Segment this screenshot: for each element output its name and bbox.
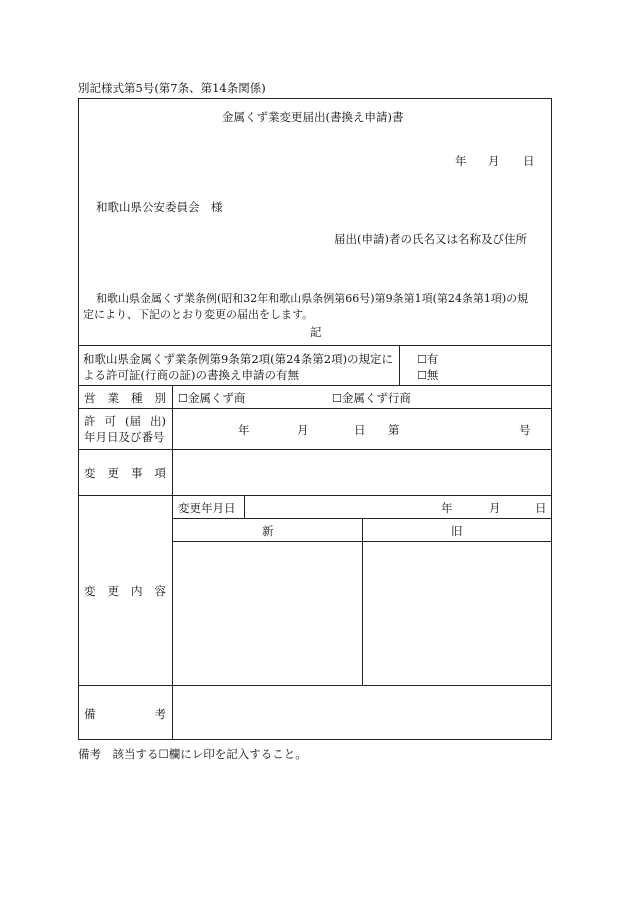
renewal-question-2: よる許可証(行商の証)の書換え申請の有無 <box>83 368 299 382</box>
business-type-option-peddler[interactable] <box>332 390 411 406</box>
date-day: 日 <box>523 154 535 168</box>
row-divider-renewal <box>78 345 552 346</box>
change-old-header: 旧 <box>451 524 463 538</box>
permit-day: 日 <box>354 423 366 437</box>
addressee: 和歌山県公安委員会 様 <box>96 200 223 214</box>
checkbox-icon[interactable]: ☐ <box>417 369 427 382</box>
renewal-no-option[interactable] <box>417 367 438 383</box>
applicant-label: 届出(申請)者の氏名又は名称及び住所 <box>334 232 527 246</box>
row-divider-permit <box>78 408 552 409</box>
renewal-yes-label: 有 <box>426 352 439 366</box>
change-date-label: 変更年月日 <box>178 501 236 515</box>
permit-label-2: 年月日及び番号 <box>84 430 165 444</box>
permit-dai: 第 <box>388 423 400 437</box>
checkbox-icon[interactable]: ☐ <box>417 353 427 366</box>
body-line-1: 和歌山県金属くず業条例(昭和32年和歌山県条例第66号)第9条第1項(第24条第1項)の規 <box>96 292 529 305</box>
row-divider-content <box>78 495 552 496</box>
change-date-year: 年 <box>441 501 453 515</box>
row-divider-items <box>78 449 552 450</box>
form-title: 金属くず業変更届出(書換え申請)書 <box>222 110 404 124</box>
change-items-label: 変 更 事 項 <box>84 466 166 480</box>
checkbox-icon[interactable]: ☐ <box>178 392 188 405</box>
date-year: 年 <box>455 154 467 168</box>
ki-label: 記 <box>310 325 322 339</box>
change-date-day: 日 <box>535 501 547 515</box>
col-divider-newold <box>362 518 363 685</box>
business-type-label: 営 業 種 別 <box>84 391 166 405</box>
footnote: 備考 該当する☐欄にレ印を記入すること。 <box>78 747 307 761</box>
business-option-1-label: 金属くず商 <box>187 391 246 405</box>
row-divider-remarks <box>78 685 552 686</box>
permit-year: 年 <box>238 423 250 437</box>
col-divider-date <box>244 495 245 518</box>
permit-label-1: 許 可 (届 出) <box>84 414 166 428</box>
renewal-no-label: 無 <box>426 368 439 382</box>
form-id: 別記様式第5号(第7条、第14条関係) <box>78 81 266 95</box>
change-date-month: 月 <box>489 501 501 515</box>
change-content-label: 変 更 内 容 <box>84 584 166 598</box>
row-divider-business <box>78 385 552 386</box>
change-new-header: 新 <box>262 524 274 538</box>
checkbox-icon[interactable]: ☐ <box>332 392 342 405</box>
permit-gou: 号 <box>519 423 531 437</box>
permit-month: 月 <box>297 423 309 437</box>
date-month: 月 <box>488 154 500 168</box>
col-divider-label <box>172 385 173 740</box>
renewal-yes-option[interactable] <box>417 351 438 367</box>
body-line-2: 定により、下記のとおり変更の届出をします。 <box>83 308 314 321</box>
remarks-label: 備 考 <box>84 707 166 721</box>
col-divider-renewal <box>399 345 400 385</box>
business-type-option-dealer[interactable] <box>178 390 245 406</box>
business-option-2-label: 金属くず行商 <box>341 391 411 405</box>
renewal-question-1: 和歌山県金属くず業条例第9条第2項(第24条第2項)の規定に <box>83 352 394 366</box>
